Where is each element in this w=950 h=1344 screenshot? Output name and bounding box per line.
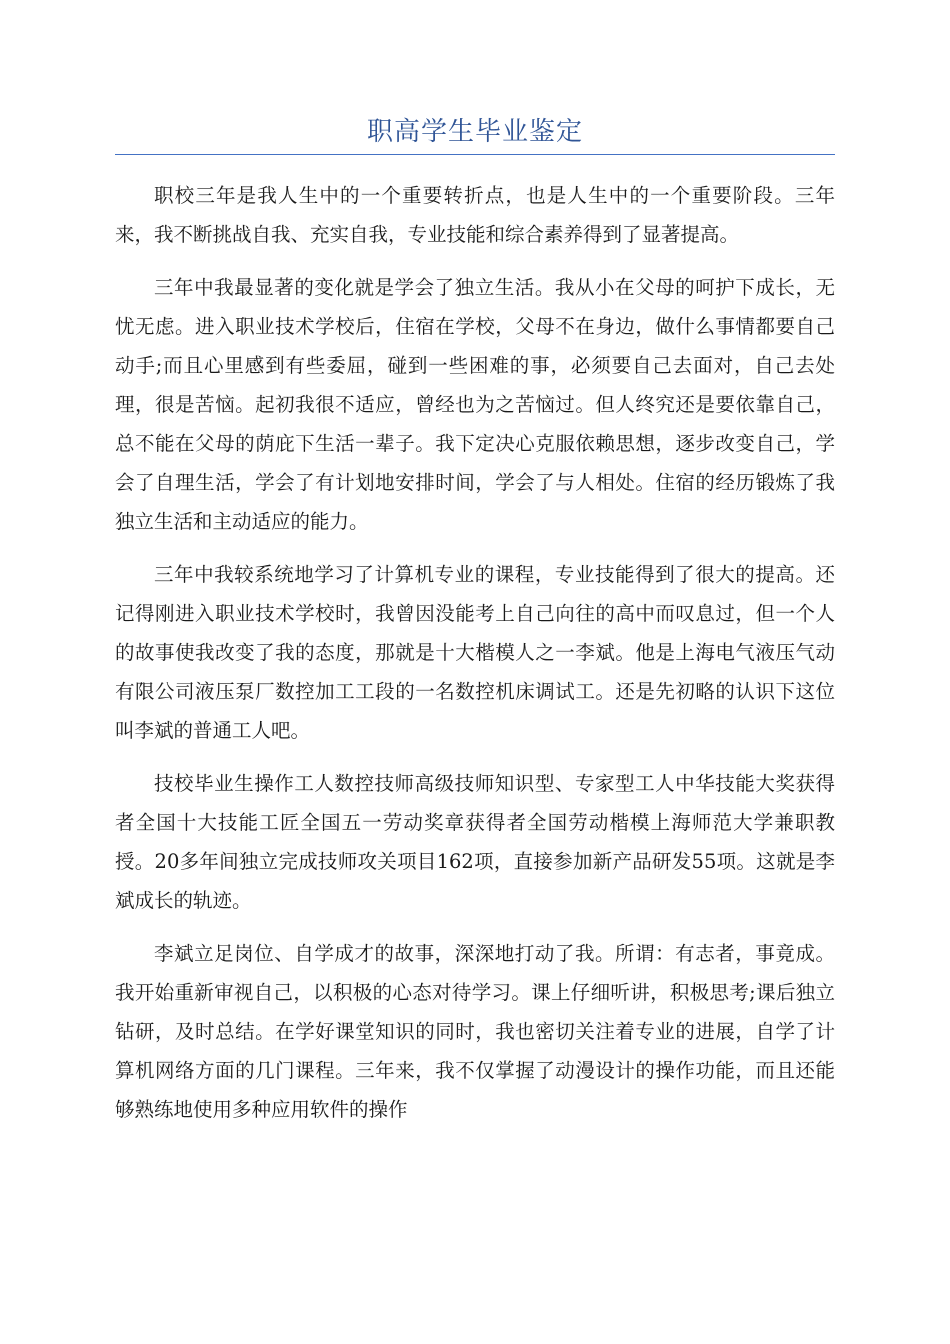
paragraph: 李斌立足岗位、自学成才的故事，深深地打动了我。所谓：有志者，事竟成。我开始重新审视自己，以积极的心态对待学习。课上仔细听讲，积极思考;课后独立钻研，及时总结。在学好课堂知识的同时，我也密切关注着专业的进展，自学了计算机网络方面的几门课程。三年来，我不仅掌握了动漫设计的操作功能，而且还能够熟练地使用多种应用软件的操作 xyxy=(115,942,835,1121)
paragraph: 三年中我最显著的变化就是学会了独立生活。我从小在父母的呵护下成长，无忧无虑。进入职业技术学校后，住宿在学校，父母不在身边，做什么事情都要自己动手;而且心里感到有些委屈，碰到一些困难的事，必须要自己去面对，自己去处理，很是苦恼。起初我很不适应，曾经也为之苦恼过。但人终究还是要依靠自己，总不能在父母的荫庇下生活一辈子。我下定决心克服依赖思想，逐步改变自己，学会了自理生活，学会了有计划地安排时间，学会了与人相处。住宿的经历锻炼了我独立生活和主动适应的能力。 xyxy=(115,276,835,533)
title-underline xyxy=(115,154,835,155)
paragraph: 三年中我较系统地学习了计算机专业的课程，专业技能得到了很大的提高。还记得刚进入职业技术学校时，我曾因没能考上自己向往的高中而叹息过，但一个人的故事使我改变了我的态度，那就是十大楷模人之一李斌。他是上海电气液压气动有限公司液压泵厂数控加工工段的一名数控机床调试工。还是先初略的认识下这位叫李斌的普通工人吧。 xyxy=(115,563,835,742)
paragraph: 技校毕业生操作工人数控技师高级技师知识型、专家型工人中华技能大奖获得者全国十大技能工匠全国五一劳动奖章获得者全国劳动楷模上海师范大学兼职教授。20多年间独立完成技师攻关项目162项，直接参加新产品研发55项。这就是李斌成长的轨迹。 xyxy=(115,772,835,912)
paragraph: 职校三年是我人生中的一个重要转折点，也是人生中的一个重要阶段。三年来，我不断挑战自我、充实自我，专业技能和综合素养得到了显著提高。 xyxy=(115,184,835,246)
document-title: 职高学生毕业鉴定 xyxy=(366,117,583,147)
document-body xyxy=(115,176,835,1143)
